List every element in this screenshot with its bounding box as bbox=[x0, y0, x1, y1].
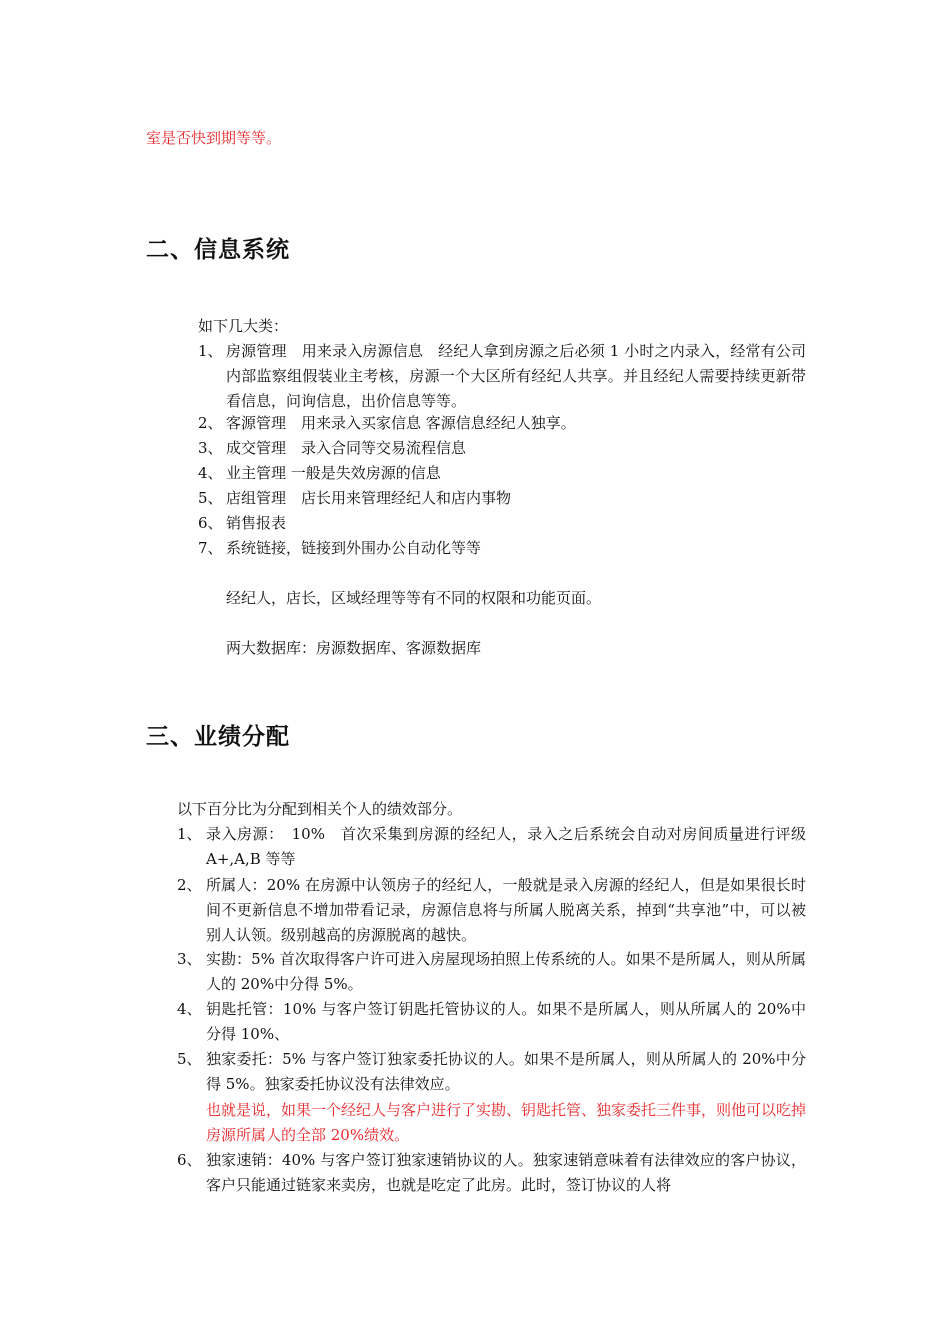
list-item-text: 独家委托：5% 与客户签订独家委托协议的人。如果不是所属人，则从所属人的 20%中分得 5%。独家委托协议没有法律效应。 bbox=[206, 1050, 806, 1093]
list-item-number: 6、 bbox=[198, 514, 223, 532]
list-item-number: 2、 bbox=[198, 414, 223, 432]
list-item-number: 3、 bbox=[177, 950, 202, 968]
list-item-number: 4、 bbox=[198, 464, 223, 482]
list-item-number: 6、 bbox=[177, 1151, 202, 1169]
list-item-number: 1、 bbox=[177, 825, 202, 843]
list-item-text: 销售报表 bbox=[226, 514, 287, 532]
top-note: 室是否快到期等等。 bbox=[146, 129, 282, 147]
list-item-number: 5、 bbox=[198, 489, 223, 507]
list-item bbox=[177, 997, 808, 1047]
section2-note-databases: 两大数据库：房源数据库、客源数据库 bbox=[226, 639, 482, 657]
list-item-text: 成交管理 录入合同等交易流程信息 bbox=[226, 439, 467, 457]
list-item bbox=[198, 511, 808, 536]
list-item bbox=[198, 486, 808, 511]
list-item-text: 客源管理 用来录入买家信息 客源信息经纪人独享。 bbox=[226, 414, 576, 432]
list-item-text: 系统链接，链接到外围办公自动化等等 bbox=[226, 539, 482, 557]
list-item bbox=[177, 947, 808, 997]
list-item bbox=[198, 339, 808, 414]
list-item-text: 所属人：20% 在房源中认领房子的经纪人，一般就是录入房源的经纪人，但是如果很长时间不更新信息不增加带看记录，房源信息将与所属人脱离关系，掉到“共享池”中，可以被别人认领。级别越高的房源脱离的越快。 bbox=[206, 876, 806, 944]
list-item bbox=[198, 411, 808, 436]
list-item bbox=[198, 536, 808, 561]
section3-intro: 以下百分比为分配到相关个人的绩效部分。 bbox=[177, 800, 463, 818]
list-item-number: 1、 bbox=[198, 342, 223, 360]
list-item-text: 钥匙托管：10% 与客户签订钥匙托管协议的人。如果不是所属人，则从所属人的 20%中分得 10%、 bbox=[206, 1000, 806, 1043]
list-item-number: 2、 bbox=[177, 876, 202, 894]
section2-intro: 如下几大类： bbox=[198, 317, 289, 335]
section2-note-roles: 经纪人，店长，区域经理等等有不同的权限和功能页面。 bbox=[226, 589, 602, 607]
list-item-number: 5、 bbox=[177, 1050, 202, 1068]
list-item bbox=[198, 461, 808, 486]
list-item bbox=[177, 873, 808, 948]
red-emphasis-note: 也就是说，如果一个经纪人与客户进行了实勘、钥匙托管、独家委托三件事，则他可以吃掉房源所属人的全部 20%绩效。 bbox=[206, 1101, 807, 1144]
list-item bbox=[177, 1148, 808, 1223]
list-item-text: 实勘：5% 首次取得客户许可进入房屋现场拍照上传系统的人。如果不是所属人，则从所属人的 20%中分得 5%。 bbox=[206, 950, 806, 993]
list-item-number: 4、 bbox=[177, 1000, 202, 1018]
list-item-number: 3、 bbox=[198, 439, 223, 457]
list-item bbox=[198, 436, 808, 461]
section2-heading: 二、信息系统 bbox=[146, 237, 290, 263]
list-item-text: 独家速销：40% 与客户签订独家速销协议的人。独家速销意味着有法律效应的客户协议，客户只能通过链家来卖房，也就是吃定了此房。此时，签订协议的人将 bbox=[206, 1151, 806, 1194]
list-item bbox=[177, 1047, 808, 1097]
list-item-text: 业主管理 一般是失效房源的信息 bbox=[226, 464, 441, 482]
list-item-number: 7、 bbox=[198, 539, 223, 557]
section3-heading: 三、业绩分配 bbox=[146, 724, 290, 750]
list-item-text: 房源管理 用来录入房源信息 经纪人拿到房源之后必须 1 小时之内录入，经常有公司内部监察组假装业主考核，房源一个大区所有经纪人共享。并且经纪人需要持续更新带看信息，问询信息，出价信息等等。 bbox=[226, 342, 806, 410]
list-item-text: 录入房源： 10% 首次采集到房源的经纪人，录入之后系统会自动对房间质量进行评级 A+,A,B 等等 bbox=[206, 825, 822, 868]
list-item-text: 店组管理 店长用来管理经纪人和店内事物 bbox=[226, 489, 512, 507]
list-item bbox=[177, 822, 822, 872]
